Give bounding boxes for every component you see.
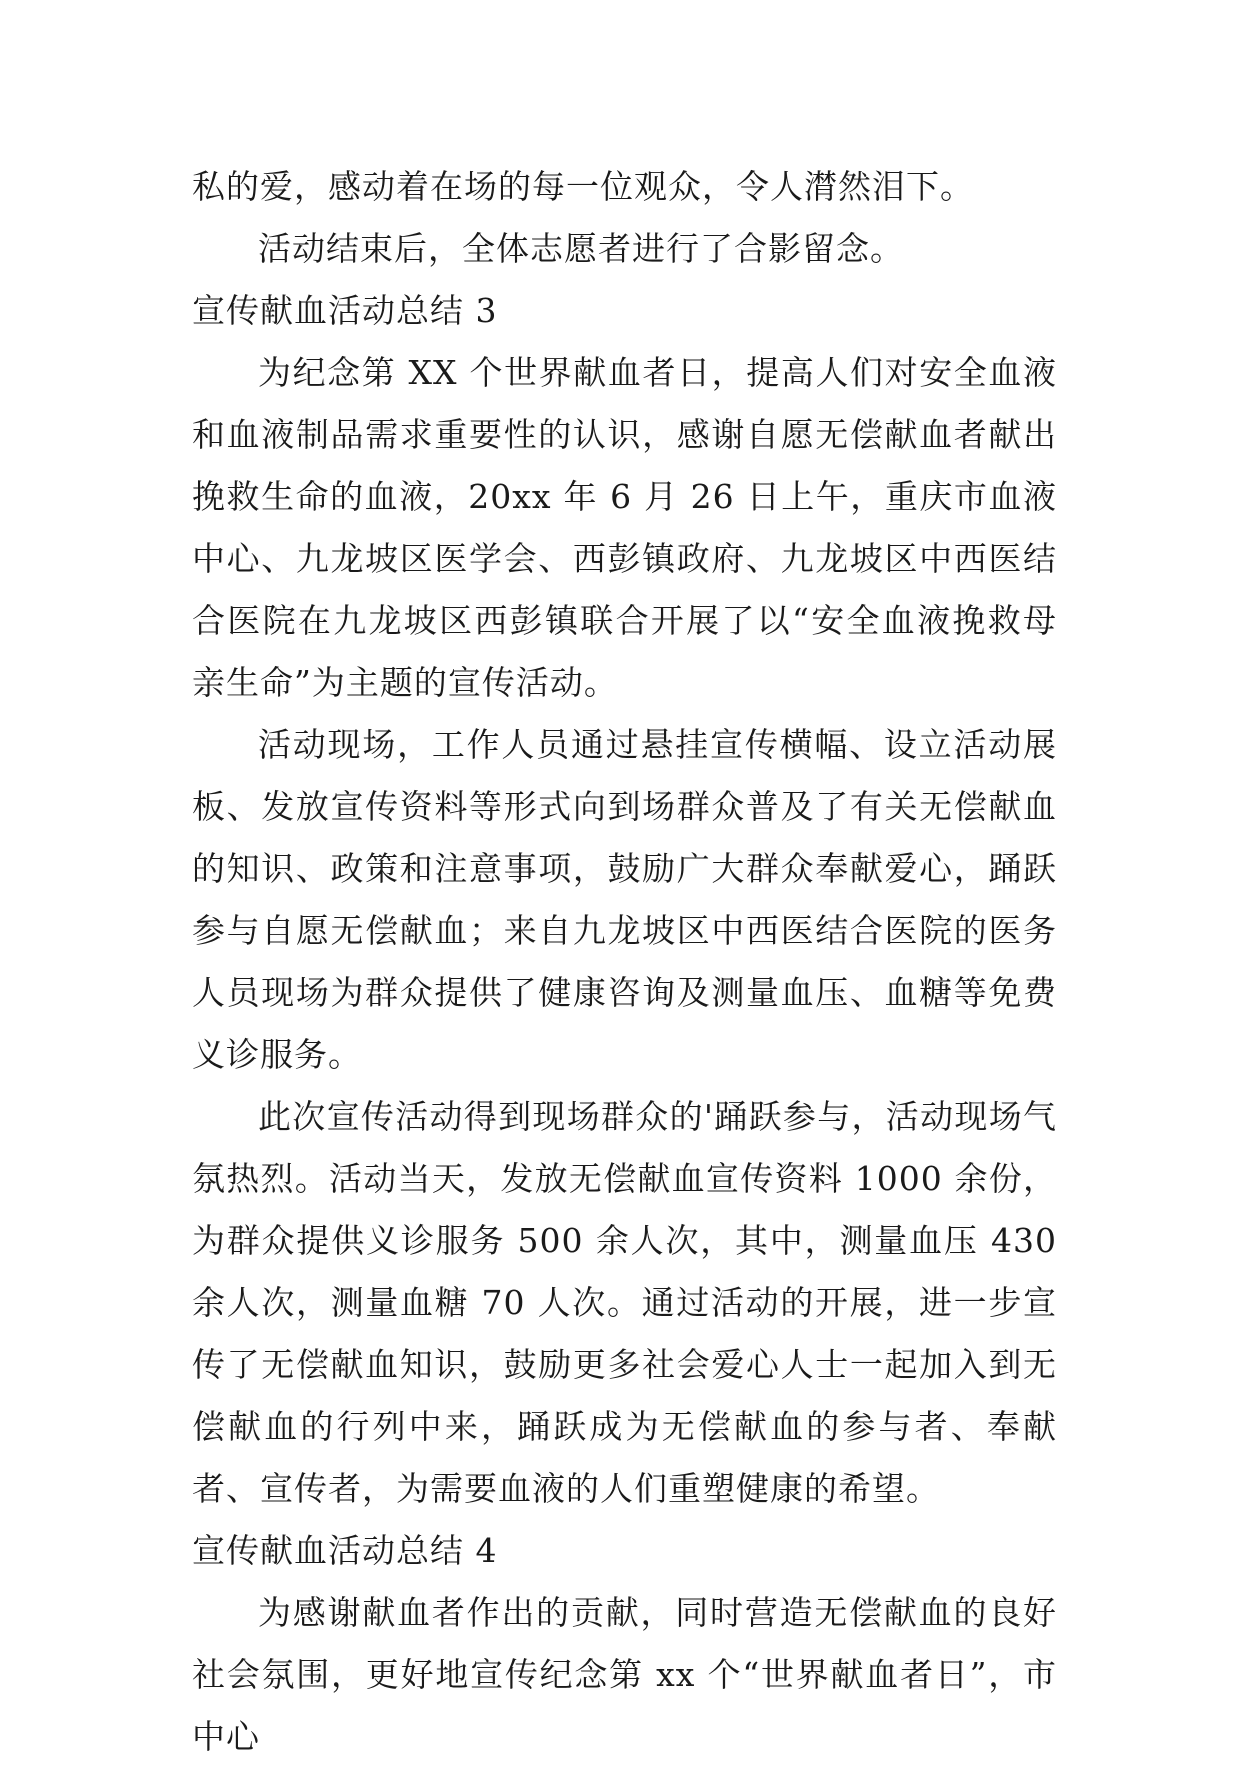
paragraph-event-site: 活动现场，工作人员通过悬挂宣传横幅、设立活动展板、发放宣传资料等形式向到场群众普及了有关无偿献血的知识、政策和注意事项，鼓励广大群众奉献爱心，踊跃参与自愿无偿献血；来自九龙坡区中西医结合医院的医务人员现场为群众提供了健康咨询及测量血压、血糖等免费义诊服务。 bbox=[192, 725, 1057, 1074]
paragraph-photo-note: 活动结束后，全体志愿者进行了合影留念。 bbox=[258, 229, 904, 268]
paragraph-event-results: 此次宣传活动得到现场群众的'踊跃参与，活动现场气氛热烈。活动当天，发放无偿献血宣传资料 1000 余份，为群众提供义诊服务 500 余人次，其中，测量血压 430 余人次，测量血糖 70 人次。通过活动的开展，进一步宣传了无偿献血知识，鼓励更多社会爱心人士一起加入到无偿献血的行列中来，踊跃成为无偿献血的参与者、奉献者、宣传者，为需要血液的人们重塑健康的希望。 bbox=[192, 1097, 1057, 1508]
paragraph-section4-intro: 为感谢献血者作出的贡献，同时营造无偿献血的良好社会氛围，更好地宣传纪念第 xx 个“世界献血者日”，市中心 bbox=[192, 1593, 1057, 1756]
paragraph-event-intro: 为纪念第 XX 个世界献血者日，提高人们对安全血液和血液制品需求重要性的认识，感谢自愿无偿献血者献出挽救生命的血液，20xx 年 6 月 26 日上午，重庆市血液中心、九龙坡区医学会、西彭镇政府、九龙坡区中西医结合医院在九龙坡区西彭镇联合开展了以“安全血液挽救母亲生命”为主题的宣传活动。 bbox=[192, 353, 1057, 702]
paragraph-continuation: 私的爱，感动着在场的每一位观众，令人潸然泪下。 bbox=[192, 167, 974, 206]
document-body bbox=[192, 156, 1057, 1768]
section-heading-4: 宣传献血活动总结 4 bbox=[192, 1531, 498, 1570]
section-heading-3: 宣传献血活动总结 3 bbox=[192, 291, 498, 330]
